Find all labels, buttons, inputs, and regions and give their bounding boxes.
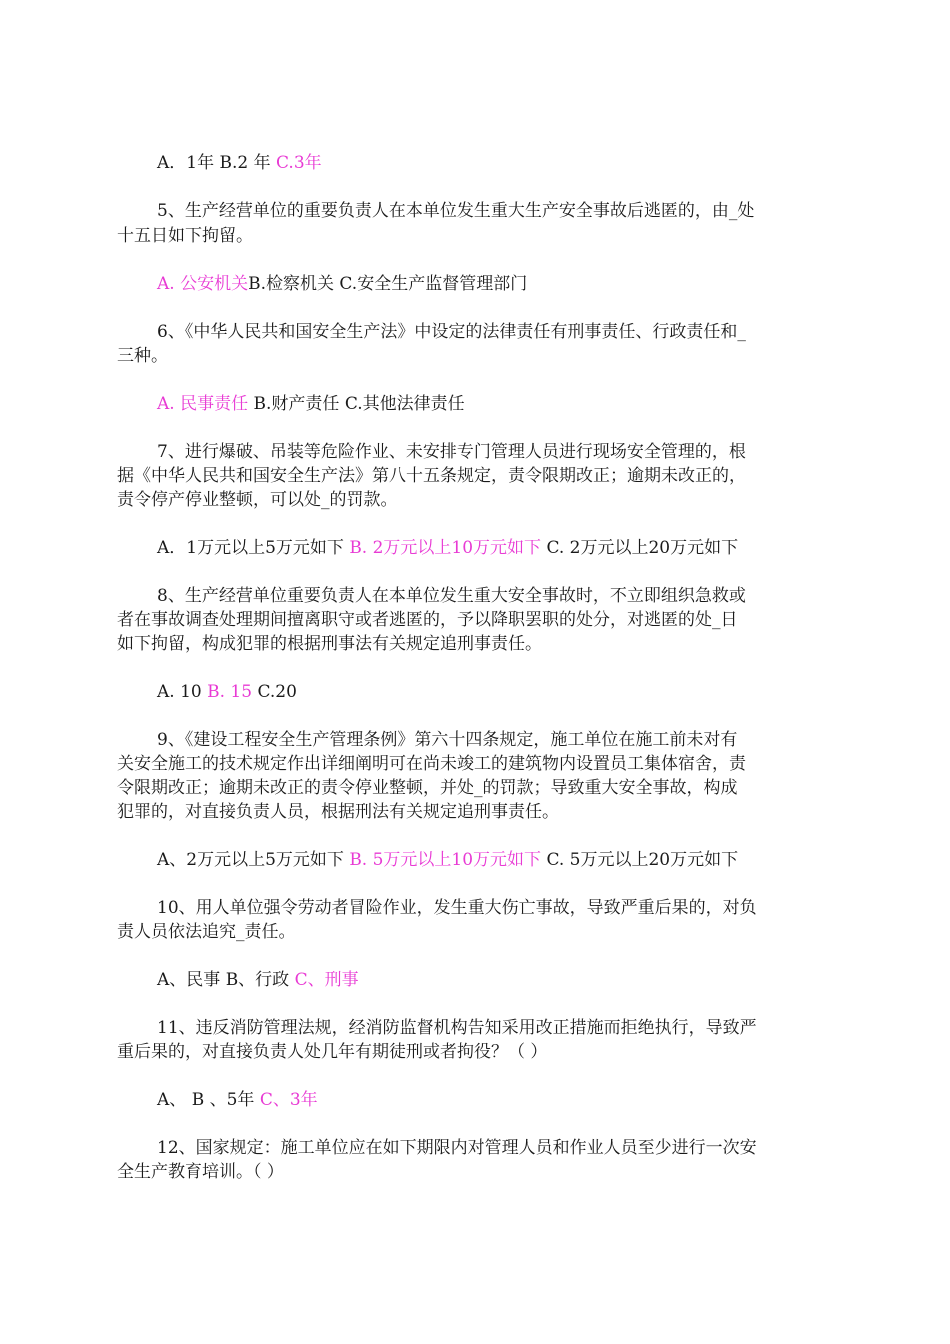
question-5-line-2: 十五日如下拘留。	[117, 226, 253, 246]
option-a-answer: A. 公安机关	[157, 274, 249, 294]
option-a: A．1年	[157, 153, 220, 173]
option-c: C.20	[257, 682, 297, 702]
options-q5	[157, 272, 527, 296]
question-9-line-4: 犯罪的，对直接负责人员，根据刑法有关规定追刑事责任。	[117, 802, 559, 822]
options-q11	[157, 1088, 318, 1112]
question-9-line-1: 9、《建设工程安全生产管理条例》第六十四条规定，施工单位在施工前未对有	[157, 730, 738, 750]
option-b: B.检察机关	[248, 274, 340, 294]
option-b: B.2 年	[219, 153, 277, 173]
option-a: A．1万元以上5万元如下	[157, 538, 350, 558]
option-b-answer: B. 5万元以上10万元如下	[349, 850, 547, 870]
option-b: B 、5年	[191, 1090, 260, 1110]
option-b-answer: B. 2万元以上10万元如下	[349, 538, 547, 558]
options-q8	[157, 680, 297, 704]
question-8-line-2: 者在事故调查处理期间擅离职守或者逃匿的，予以降职罢职的处分，对逃匿的处_日	[117, 610, 738, 630]
question-6-line-1: 6、《中华人民共和国安全生产法》中设定的法律责任有刑事责任、行政责任和_	[157, 322, 746, 342]
question-10-line-1: 10、用人单位强令劳动者冒险作业，发生重大伤亡事故，导致严重后果的，对负	[157, 898, 757, 918]
options-q10	[157, 968, 359, 992]
option-c: C. 5万元以上20万元如下	[546, 850, 739, 870]
option-c-answer: C.3年	[276, 153, 322, 173]
question-10-line-2: 责人员依法追究_责任。	[117, 922, 296, 942]
option-b: B、行政	[225, 970, 295, 990]
option-c-answer: C、3年	[259, 1090, 318, 1110]
question-12-line-2: 全生产教育培训。（ ）	[117, 1162, 284, 1182]
question-11-line-1: 11、违反消防管理法规，经消防监督机构告知采用改正措施而拒绝执行，导致严	[157, 1018, 757, 1038]
question-12-line-1: 12、国家规定：施工单位应在如下期限内对管理人员和作业人员至少进行一次安	[157, 1138, 757, 1158]
option-c: C.其他法律责任	[344, 394, 465, 414]
options-q4	[157, 151, 322, 175]
option-a: A、	[157, 1090, 192, 1110]
question-11-line-2: 重后果的，对直接负责人处几年有期徒刑或者拘役？（ ）	[117, 1042, 548, 1062]
question-7-line-2: 据《中华人民共和国安全生产法》第八十五条规定，责令限期改正；逾期未改正的，	[117, 466, 746, 486]
option-a: A. 10	[157, 682, 208, 702]
option-a-answer: A. 民事责任	[157, 394, 254, 414]
option-c: C. 2万元以上20万元如下	[546, 538, 739, 558]
question-6-line-2: 三种。	[117, 346, 168, 366]
options-q7	[157, 536, 738, 560]
option-a: A、民事	[157, 970, 226, 990]
options-q9	[157, 848, 738, 872]
question-7-line-3: 责令停产停业整顿，可以处_的罚款。	[117, 490, 398, 510]
question-8-line-3: 如下拘留，构成犯罪的根据刑事法有关规定追刑事责任。	[117, 634, 542, 654]
question-9-line-2: 关安全施工的技术规定作出详细阐明可在尚未竣工的建筑物内设置员工集体宿舍，责	[117, 754, 746, 774]
option-c: C.安全生产监督管理部门	[339, 274, 528, 294]
option-b-answer: B. 15	[207, 682, 258, 702]
question-5-line-1: 5、生产经营单位的重要负责人在本单位发生重大生产安全事故后逃匿的，由_处	[157, 201, 755, 221]
options-q6	[157, 392, 465, 416]
question-8-line-1: 8、生产经营单位重要负责人在本单位发生重大安全事故时，不立即组织急救或	[157, 586, 746, 606]
option-b: B.财产责任	[253, 394, 345, 414]
question-7-line-1: 7、进行爆破、吊装等危险作业、未安排专门管理人员进行现场安全管理的，根	[157, 442, 746, 462]
option-a: A、2万元以上5万元如下	[157, 850, 350, 870]
option-c-answer: C、刑事	[294, 970, 359, 990]
question-9-line-3: 令限期改正；逾期未改正的责令停业整顿，并处_的罚款；导致重大安全事故，构成	[117, 778, 738, 798]
